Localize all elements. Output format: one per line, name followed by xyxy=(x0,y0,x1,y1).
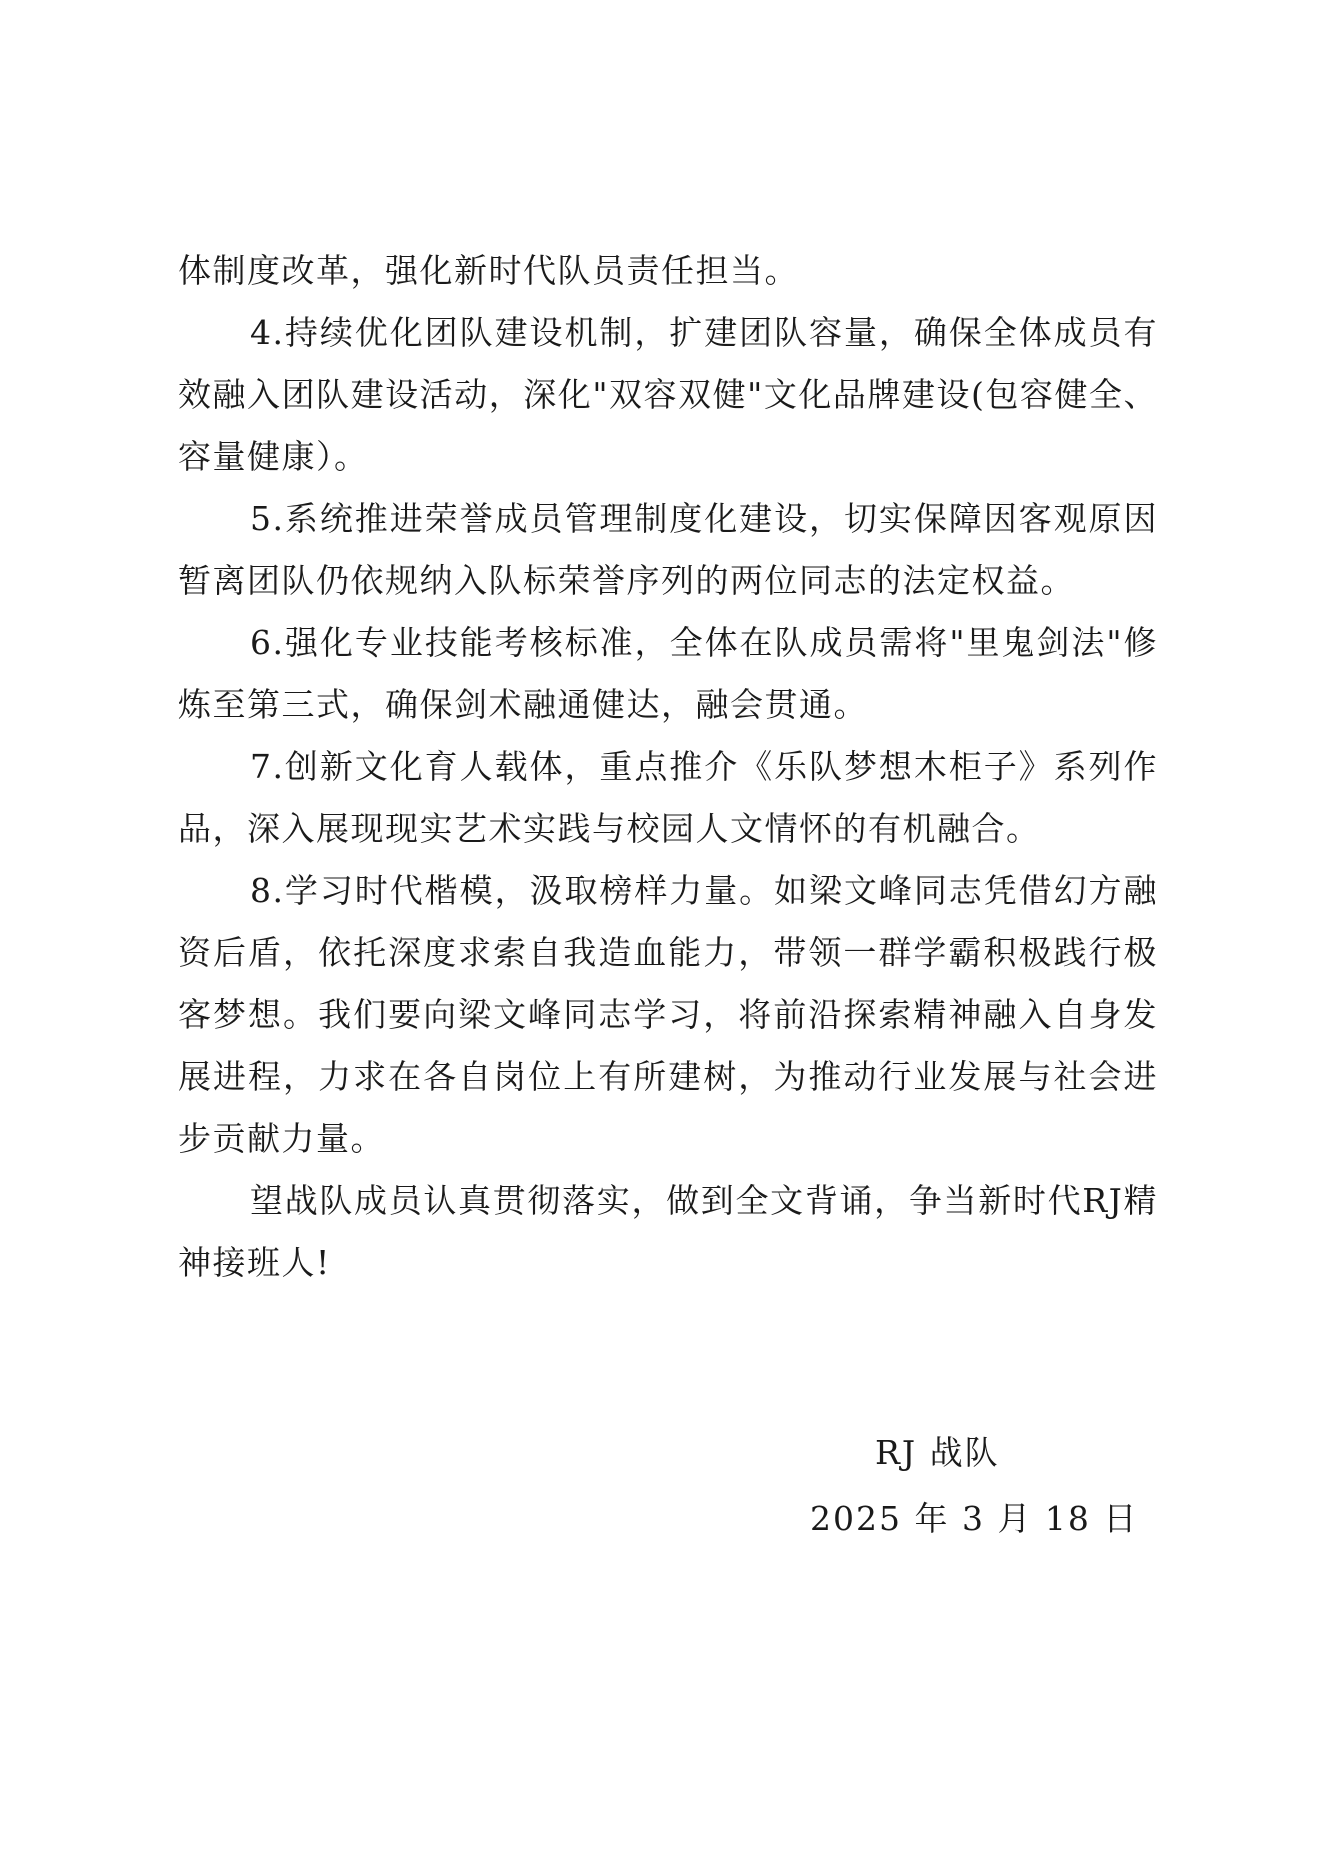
signature-date: 2025 年 3 月 18 日 xyxy=(810,1499,1139,1538)
paragraph-continuation: 体制度改革，强化新时代队员责任担当。 xyxy=(178,251,799,290)
paragraph-closing: 望战队成员认真贯彻落实，做到全文背诵，争当新时代RJ精神接班人! xyxy=(178,1181,1158,1282)
paragraph-item-5: 5.系统推进荣誉成员管理制度化建设，切实保障因客观原因暂离团队仍依规纳入队标荣誉序列的两位同志的法定权益。 xyxy=(178,499,1158,600)
document-body xyxy=(178,240,1158,1294)
paragraph-item-4: 4.持续优化团队建设机制，扩建团队容量，确保全体成员有效融入团队建设活动，深化"双容双健"文化品牌建设(包容健全、容量健康）。 xyxy=(178,313,1158,476)
paragraph-item-7: 7.创新文化育人载体，重点推介《乐队梦想木柜子》系列作品，深入展现现实艺术实践与校园人文情怀的有机融合。 xyxy=(178,747,1158,848)
signature-team: RJ 战队 xyxy=(875,1433,1000,1472)
paragraph-item-8: 8.学习时代楷模，汲取榜样力量。如梁文峰同志凭借幻方融资后盾，依托深度求索自我造血能力，带领一群学霸积极践行极客梦想。我们要向梁文峰同志学习，将前沿探索精神融入自身发展进程，力求在各自岗位上有所建树，为推动行业发展与社会进步贡献力量。 xyxy=(178,871,1158,1158)
paragraph-item-6: 6.强化专业技能考核标准，全体在队成员需将"里鬼剑法"修炼至第三式，确保剑术融通健达，融会贯通。 xyxy=(178,623,1158,724)
